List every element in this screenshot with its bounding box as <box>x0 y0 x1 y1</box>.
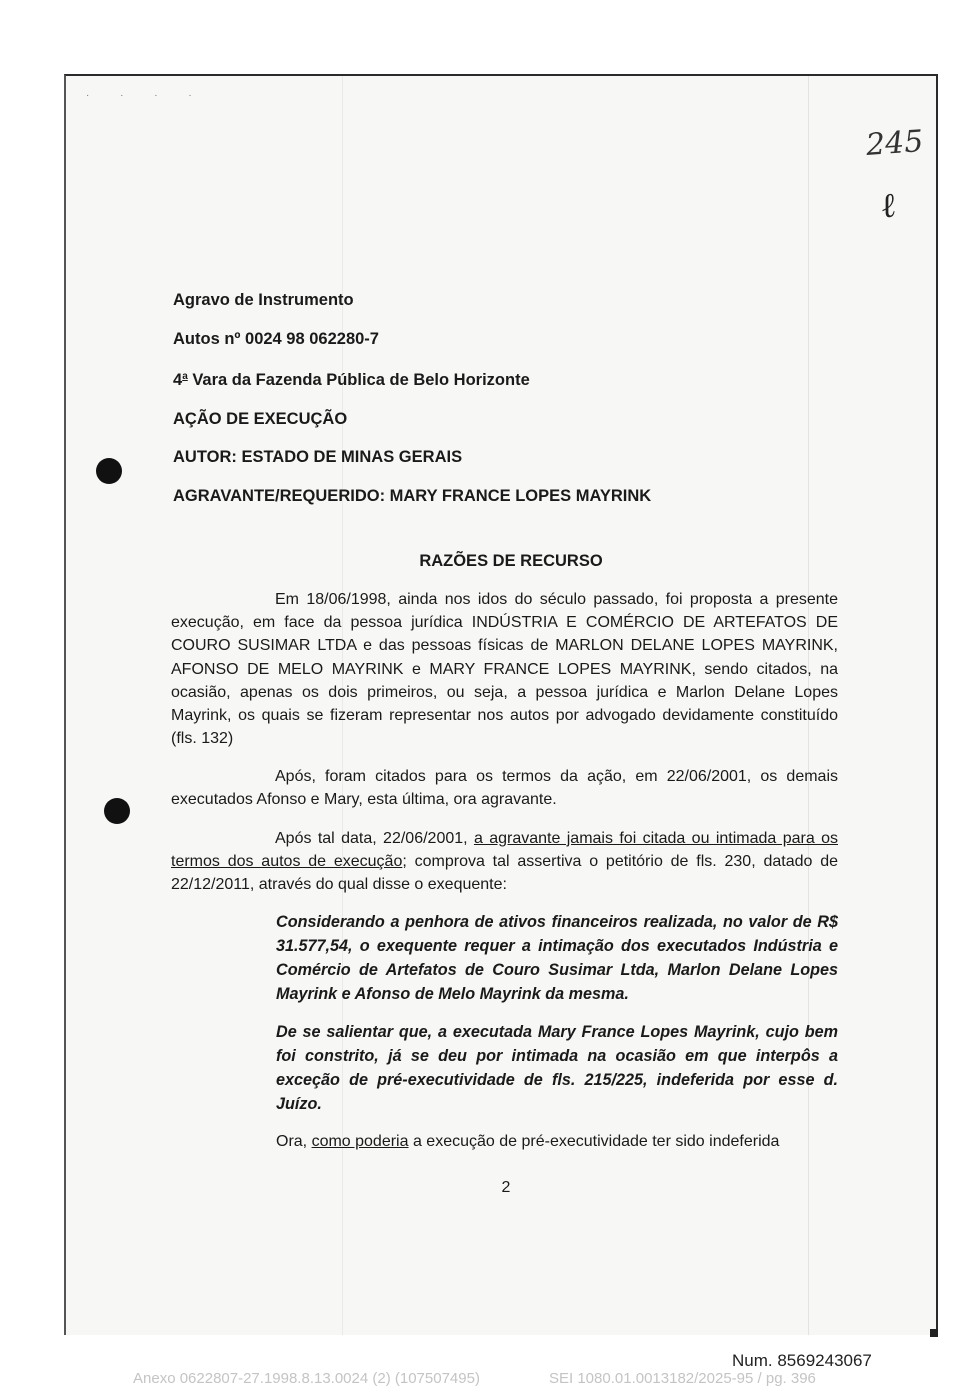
scanned-page <box>64 74 938 1335</box>
paragraph: Após tal data, 22/06/2001, a agravante jamais foi citada ou intimada para os termos dos autos de execução; comprova tal assertiva o petitório de fls. 230, datado de 22/12/2011, através do qual disse o exequente: <box>171 830 838 894</box>
quoted-paragraph: De se salientar que, a executada Mary France Lopes Mayrink, cujo bem foi constrito, já se deu por intimada na ocasião em que interpôs a exceção de pré-executividade de fls. 215/225, indeferida por esse d. Juízo. <box>276 1023 838 1113</box>
quoted-paragraph: Considerando a penhora de ativos financeiros realizada, no valor de R$ 31.577,54, o exequente requer a intimação dos executados Indústria e Comércio de Artefatos de Couro Susimar Ltda, Marlon Delane Lopes Mayrink e Afonso de Melo Mayrink da mesma. <box>276 913 838 1003</box>
header-court: 4$^a$ Vara da Fazenda Pública de Belo Horizonte <box>173 371 530 390</box>
header-author: AUTOR: ESTADO DE MINAS GERAIS <box>173 448 463 467</box>
scan-specks: · · · · <box>86 90 206 101</box>
handwritten-page-number: 245 <box>864 124 925 163</box>
footer-sei-reference: SEI 1080.01.0013182/2025-95 / pg. 396 <box>549 1370 816 1387</box>
page-number: 2 <box>501 1179 511 1196</box>
case-header <box>173 281 733 516</box>
paragraph: Após, foram citados para os termos da ação, em 22/06/2001, os demais executados Afonso e Mary, esta última, ora agravante. <box>171 768 838 809</box>
header-case-number: Autos nº 0024 98 062280-7 <box>173 329 379 348</box>
scan-corner-mark <box>930 1329 938 1337</box>
paragraph: Em 18/06/1998, ainda nos idos do século passado, foi proposta a presente execução, em face da pessoa jurídica INDÚSTRIA E COMÉRCIO DE ARTEFATOS DE COURO SUSIMAR LTDA e das pessoas físicas de MARLON DELANE LOPES MAYRINK, AFONSO DE MELO MAYRINK e MARY FRANCE LOPES MAYRINK, sendo citados, na ocasião, apenas os dois primeiros, ou seja, a pessoa jurídica e Marlon Delane Lopes Mayrink, os quais se fizeram representar nos autos por advogado devidamente constituído (fls. 132) <box>171 591 838 748</box>
footer-annex-reference: Anexo 0622807-27.1998.8.13.0024 (2) (107507495) <box>133 1370 480 1387</box>
header-appellant: AGRAVANTE/REQUERIDO: MARY FRANCE LOPES MAYRINK <box>173 486 652 505</box>
section-title: RAZÕES DE RECURSO <box>419 552 603 570</box>
handwritten-initial: ℓ <box>877 185 899 227</box>
punch-hole <box>96 458 122 484</box>
document-number-stamp: Num. 8569243067 <box>732 1351 872 1370</box>
header-appeal-type: Agravo de Instrumento <box>173 291 354 309</box>
paragraph: Ora, como poderia a execução de pré-executividade ter sido indeferida <box>276 1133 780 1150</box>
punch-hole <box>104 798 130 824</box>
header-action: AÇÃO DE EXECUÇÃO <box>173 409 348 428</box>
